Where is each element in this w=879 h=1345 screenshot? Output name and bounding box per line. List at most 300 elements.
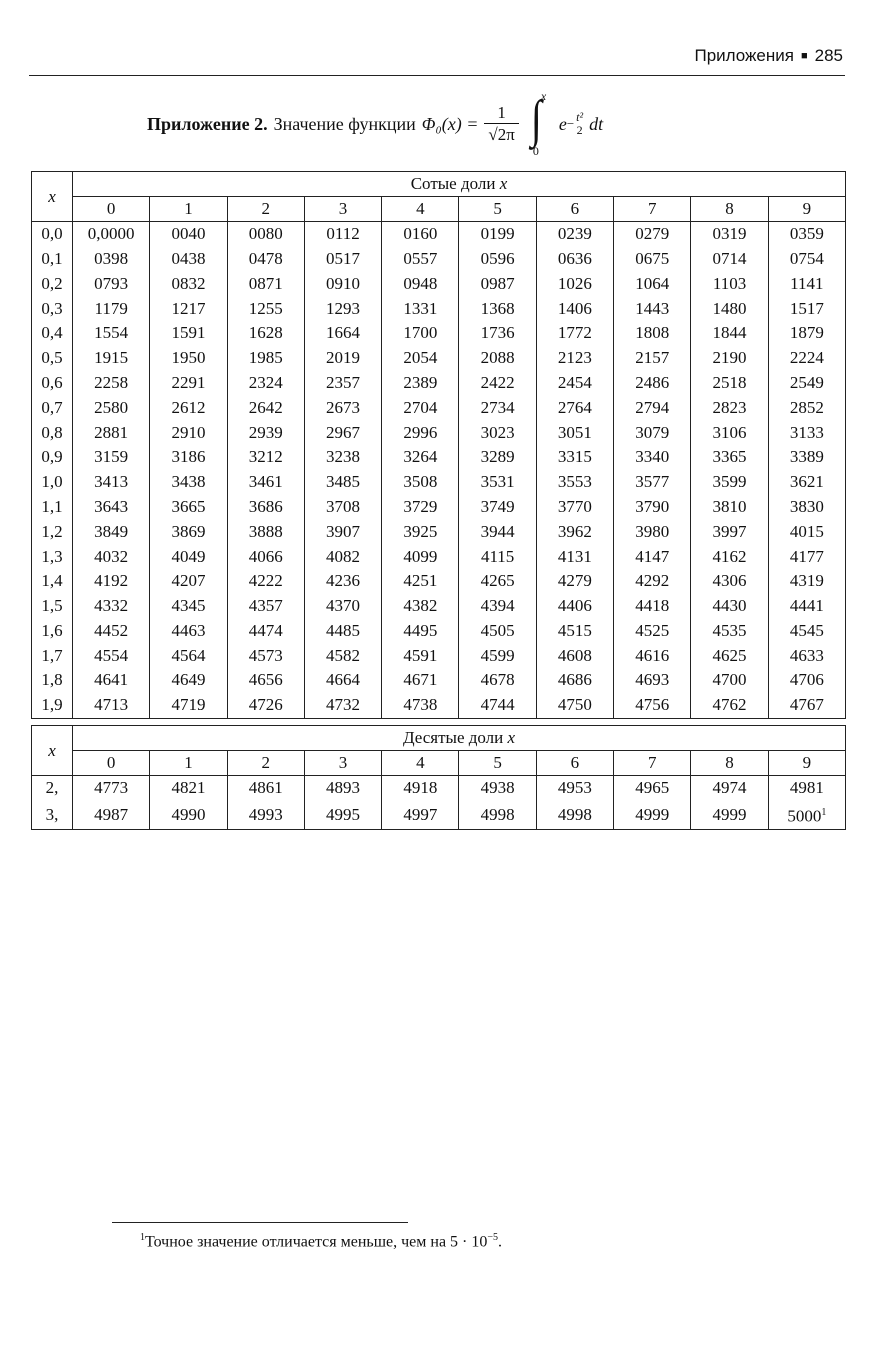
cell-value: 3729 xyxy=(403,496,438,516)
footnote-end: . xyxy=(498,1233,503,1251)
table-cell xyxy=(614,247,691,272)
cell-value: 1736 xyxy=(480,323,515,343)
cell-value: 4998 xyxy=(480,804,515,824)
cell-value: 4981 xyxy=(789,778,824,798)
table-cell xyxy=(73,776,150,801)
table-cell xyxy=(150,520,227,545)
table-row xyxy=(32,445,846,470)
table-cell xyxy=(459,247,536,272)
table-cell xyxy=(691,222,768,247)
cell-value: 4625 xyxy=(712,645,747,665)
table-cell xyxy=(691,776,768,801)
cell-value: 0987 xyxy=(480,273,515,293)
cell-value: 4147 xyxy=(635,546,670,566)
table-cell xyxy=(459,801,536,830)
cell-value: 3944 xyxy=(480,521,515,541)
cell-value: 4554 xyxy=(94,645,129,665)
table-cell xyxy=(691,668,768,693)
table-cell xyxy=(304,776,381,801)
row-x-value: 0,9 xyxy=(32,445,73,470)
table-row xyxy=(32,776,846,801)
cell-value: 1179 xyxy=(94,298,128,318)
cell-value: 4993 xyxy=(248,804,283,824)
cell-value: 4998 xyxy=(557,804,592,824)
table-cell xyxy=(459,495,536,520)
cell-value: 3577 xyxy=(635,472,670,492)
column-header-row xyxy=(32,751,846,776)
cell-value: 3413 xyxy=(94,472,129,492)
cell-value: 1368 xyxy=(480,298,515,318)
table-cell xyxy=(73,619,150,644)
column-header: 8 xyxy=(691,751,768,776)
table-cell xyxy=(768,396,845,421)
column-header: 1 xyxy=(150,751,227,776)
cell-value: 2123 xyxy=(557,348,592,368)
cell-value: 3962 xyxy=(557,521,592,541)
cell-value: 3438 xyxy=(171,472,206,492)
table-cell xyxy=(304,693,381,718)
table-cell xyxy=(150,668,227,693)
table-cell xyxy=(768,371,845,396)
cell-value: 2580 xyxy=(94,397,129,417)
cell-value: 2054 xyxy=(403,348,438,368)
cell-value: 3770 xyxy=(557,496,592,516)
table-cell xyxy=(459,594,536,619)
table-cell xyxy=(227,272,304,297)
table-cell xyxy=(459,619,536,644)
exponent xyxy=(567,111,583,137)
separator-square-icon: ■ xyxy=(800,50,808,62)
row-x-value: 3, xyxy=(32,801,73,830)
table-cell xyxy=(227,296,304,321)
table-cell xyxy=(691,371,768,396)
table-cell xyxy=(382,396,459,421)
cell-value: 0112 xyxy=(326,224,360,244)
table-cell xyxy=(73,801,150,830)
table-cell xyxy=(459,470,536,495)
column-header: 3 xyxy=(304,197,381,222)
cell-value: 0239 xyxy=(557,224,592,244)
cell-value: 2823 xyxy=(712,397,747,417)
row-x-value: 1,2 xyxy=(32,520,73,545)
cell-value: 4430 xyxy=(712,596,747,616)
cell-value: 0596 xyxy=(480,248,515,268)
cell-value: 0714 xyxy=(712,248,747,268)
cell-value: 4265 xyxy=(480,571,515,591)
table-cell xyxy=(459,776,536,801)
table-row xyxy=(32,495,846,520)
cell-value: 0832 xyxy=(171,273,206,293)
cell-value: 3749 xyxy=(480,496,515,516)
cell-value: 3133 xyxy=(789,422,824,442)
table-cell xyxy=(768,420,845,445)
cell-value: 3810 xyxy=(712,496,747,516)
cell-value: 4700 xyxy=(712,670,747,690)
table-cell xyxy=(768,470,845,495)
table-cell xyxy=(304,445,381,470)
table-cell xyxy=(536,801,613,830)
table-row xyxy=(32,296,846,321)
table-cell xyxy=(536,520,613,545)
table-cell xyxy=(691,247,768,272)
table-cell xyxy=(536,776,613,801)
row-x-value: 1,4 xyxy=(32,569,73,594)
row-x-value: 0,4 xyxy=(32,321,73,346)
table-cell xyxy=(536,222,613,247)
table-cell xyxy=(227,247,304,272)
table-row xyxy=(32,247,846,272)
cell-value: 1517 xyxy=(789,298,824,318)
table-row xyxy=(32,321,846,346)
group-header-variable: x xyxy=(499,174,508,193)
cell-value: 4738 xyxy=(403,695,438,715)
cell-value: 4608 xyxy=(557,645,592,665)
table-cell xyxy=(227,520,304,545)
table-cell xyxy=(73,470,150,495)
cell-value: 3708 xyxy=(326,496,361,516)
cell-value: 4999 xyxy=(635,804,670,824)
table-cell xyxy=(227,668,304,693)
table-cell xyxy=(150,644,227,669)
cell-value: 3289 xyxy=(480,447,515,467)
table-cell xyxy=(73,520,150,545)
table-cell xyxy=(459,346,536,371)
cell-value: 2518 xyxy=(712,372,747,392)
cell-value: 0557 xyxy=(403,248,438,268)
table-cell xyxy=(73,569,150,594)
table-cell xyxy=(382,420,459,445)
table-cell xyxy=(304,619,381,644)
column-header: 3 xyxy=(304,751,381,776)
cell-value: 1255 xyxy=(248,298,283,318)
table-row xyxy=(32,544,846,569)
table-cell xyxy=(227,420,304,445)
cell-value: 0438 xyxy=(171,248,206,268)
cell-value: 4671 xyxy=(403,670,438,690)
cell-value: 3485 xyxy=(326,472,361,492)
cell-value: 4131 xyxy=(557,546,592,566)
cell-value: 4463 xyxy=(171,620,206,640)
table-cell xyxy=(150,346,227,371)
cell-value: 4441 xyxy=(789,596,824,616)
table-cell xyxy=(768,619,845,644)
table-cell xyxy=(73,495,150,520)
cell-value: 4726 xyxy=(248,695,283,715)
cell-value: 4744 xyxy=(480,695,515,715)
cell-value: 4525 xyxy=(635,620,670,640)
cell-value: 3531 xyxy=(480,472,515,492)
table-cell xyxy=(691,520,768,545)
exp-base: e xyxy=(558,113,567,134)
cell-value: 1628 xyxy=(248,323,283,343)
header-rule xyxy=(29,75,845,76)
column-header: 4 xyxy=(382,197,459,222)
table-cell xyxy=(459,644,536,669)
table-cell xyxy=(73,346,150,371)
cell-value: 4706 xyxy=(789,670,824,690)
cell-value: 4406 xyxy=(557,596,592,616)
cell-value: 3907 xyxy=(326,521,361,541)
column-header: 1 xyxy=(150,197,227,222)
table-cell xyxy=(691,569,768,594)
cell-value: 4207 xyxy=(171,571,206,591)
table-cell xyxy=(768,801,845,830)
table-cell xyxy=(304,247,381,272)
cell-value: 5000 xyxy=(787,806,822,826)
table-cell xyxy=(768,346,845,371)
cell-value: 2224 xyxy=(789,348,824,368)
table-cell xyxy=(536,247,613,272)
table-row xyxy=(32,396,846,421)
row-x-value: 0,2 xyxy=(32,272,73,297)
caption-label: Приложение 2. xyxy=(147,113,268,134)
cell-value: 4279 xyxy=(557,571,592,591)
cell-value: 0,0000 xyxy=(87,224,135,244)
table-cell xyxy=(691,801,768,830)
cell-value: 0636 xyxy=(557,248,592,268)
cell-value: 4633 xyxy=(789,645,824,665)
table-cell xyxy=(768,569,845,594)
table-cell xyxy=(304,346,381,371)
table-cell xyxy=(768,668,845,693)
cell-value: 4861 xyxy=(248,778,283,798)
table-cell xyxy=(768,594,845,619)
table-cell xyxy=(459,445,536,470)
table-cell xyxy=(614,396,691,421)
table-cell xyxy=(382,445,459,470)
table-cell xyxy=(227,619,304,644)
table-cell xyxy=(227,776,304,801)
table-cell xyxy=(150,594,227,619)
cell-value: 4641 xyxy=(94,670,129,690)
cell-value: 4251 xyxy=(403,571,438,591)
table-cell xyxy=(614,321,691,346)
cell-value: 1844 xyxy=(712,323,747,343)
cell-value: 0517 xyxy=(326,248,361,268)
cell-value: 4582 xyxy=(326,645,361,665)
table-cell xyxy=(691,296,768,321)
cell-value: 4535 xyxy=(712,620,747,640)
cell-value: 3508 xyxy=(403,472,438,492)
integral-symbol: ∫ xyxy=(530,89,542,148)
group-header-variable: x xyxy=(507,728,516,747)
cell-value: 2764 xyxy=(557,397,592,417)
row-x-value: 1,3 xyxy=(32,544,73,569)
cell-value: 3023 xyxy=(480,422,515,442)
cell-value: 2910 xyxy=(171,422,206,442)
table-cell xyxy=(150,544,227,569)
row-x-value: 1,8 xyxy=(32,668,73,693)
integral-lower-limit: 0 xyxy=(532,144,539,158)
table-cell xyxy=(691,346,768,371)
cell-value: 3461 xyxy=(248,472,283,492)
cell-value: 4345 xyxy=(171,596,206,616)
cell-value: 4750 xyxy=(557,695,592,715)
table-cell xyxy=(382,619,459,644)
cell-value: 3238 xyxy=(326,447,361,467)
table-cell xyxy=(382,495,459,520)
row-x-value: 0,3 xyxy=(32,296,73,321)
column-header: 0 xyxy=(73,751,150,776)
cell-value: 2157 xyxy=(635,348,670,368)
cell-value: 4115 xyxy=(480,546,515,566)
row-x-value: 0,1 xyxy=(32,247,73,272)
cell-value: 4357 xyxy=(248,596,283,616)
row-x-value: 1,5 xyxy=(32,594,73,619)
table-cell xyxy=(382,594,459,619)
column-header: 0 xyxy=(73,197,150,222)
column-header: 5 xyxy=(459,197,536,222)
table-cell xyxy=(536,569,613,594)
cell-value: 4686 xyxy=(557,670,592,690)
row-x-value: 1,6 xyxy=(32,619,73,644)
column-header: 7 xyxy=(614,751,691,776)
cell-value: 4773 xyxy=(94,778,129,798)
row-x-value: 2, xyxy=(32,776,73,801)
column-header: 9 xyxy=(768,751,845,776)
table-cell xyxy=(382,520,459,545)
table-cell xyxy=(382,321,459,346)
table-cell xyxy=(459,296,536,321)
cell-value: 3315 xyxy=(557,447,592,467)
cell-value: 4573 xyxy=(248,645,283,665)
footnote xyxy=(140,1232,502,1251)
caption-text: Значение функции xyxy=(273,113,416,134)
table-cell xyxy=(73,445,150,470)
cell-value: 2422 xyxy=(480,372,515,392)
table-cell xyxy=(614,222,691,247)
exponent-denominator: 2 xyxy=(576,123,583,137)
cell-value: 1293 xyxy=(326,298,361,318)
table-cell xyxy=(304,569,381,594)
table-cell xyxy=(536,693,613,718)
cell-value: 1985 xyxy=(248,348,283,368)
cell-value: 1879 xyxy=(789,323,824,343)
table-cell xyxy=(382,272,459,297)
table-cell xyxy=(768,247,845,272)
table-cell xyxy=(614,594,691,619)
cell-value: 3264 xyxy=(403,447,438,467)
cell-value: 4918 xyxy=(403,778,438,798)
table-row xyxy=(32,272,846,297)
table-cell xyxy=(691,693,768,718)
table-cell xyxy=(691,495,768,520)
table-cell xyxy=(150,569,227,594)
cell-value: 0871 xyxy=(248,273,283,293)
column-header: 5 xyxy=(459,751,536,776)
column-header: 2 xyxy=(227,197,304,222)
table-cell xyxy=(536,396,613,421)
table-cell xyxy=(73,321,150,346)
table-cell xyxy=(304,296,381,321)
table-cell xyxy=(304,222,381,247)
table-cell xyxy=(614,776,691,801)
table-cell xyxy=(768,321,845,346)
table-cell xyxy=(73,371,150,396)
cell-value: 2734 xyxy=(480,397,515,417)
cell-value: 3980 xyxy=(635,521,670,541)
table-cell xyxy=(227,346,304,371)
footnote-text: Точное значение отличается меньше, чем на 5 · 10 xyxy=(145,1233,488,1251)
cell-value: 2704 xyxy=(403,397,438,417)
table-cell xyxy=(459,520,536,545)
table-cell xyxy=(227,321,304,346)
table-cell xyxy=(150,296,227,321)
cell-value: 4082 xyxy=(326,546,361,566)
table-cell xyxy=(691,470,768,495)
column-header: 4 xyxy=(382,751,459,776)
table-cell xyxy=(382,296,459,321)
table-cell xyxy=(691,396,768,421)
table-row xyxy=(32,420,846,445)
row-x-value: 0,8 xyxy=(32,420,73,445)
table-cell xyxy=(536,495,613,520)
group-header xyxy=(73,172,846,197)
cell-value: 3869 xyxy=(171,521,206,541)
column-header-row xyxy=(32,197,846,222)
cell-value: 4032 xyxy=(94,546,129,566)
integral-upper-limit: x xyxy=(540,89,547,103)
cell-value: 4974 xyxy=(712,778,747,798)
table-cell xyxy=(150,247,227,272)
cell-value: 2881 xyxy=(94,422,129,442)
cell-value: 4999 xyxy=(712,804,747,824)
cell-value: 4505 xyxy=(480,620,515,640)
table-cell xyxy=(227,569,304,594)
cell-value: 4162 xyxy=(712,546,747,566)
table-row xyxy=(32,693,846,718)
table-cell xyxy=(768,544,845,569)
cell-value: 2967 xyxy=(326,422,361,442)
cell-value: 4938 xyxy=(480,778,515,798)
cell-value: 4015 xyxy=(789,521,824,541)
table-cell xyxy=(691,544,768,569)
table-cell xyxy=(768,644,845,669)
table-cell xyxy=(691,644,768,669)
table-cell xyxy=(382,470,459,495)
table-cell xyxy=(150,396,227,421)
cell-value: 0754 xyxy=(789,248,824,268)
table-cell xyxy=(304,272,381,297)
cell-value: 4591 xyxy=(403,645,438,665)
table-cell xyxy=(459,693,536,718)
exponent-sign: − xyxy=(566,116,575,131)
row-x-value: 1,1 xyxy=(32,495,73,520)
cell-value: 4664 xyxy=(326,670,361,690)
cell-value: 4719 xyxy=(171,695,206,715)
table-cell xyxy=(614,668,691,693)
table-cell xyxy=(768,520,845,545)
table-cell xyxy=(150,371,227,396)
cell-value: 3599 xyxy=(712,472,747,492)
table-cell xyxy=(691,321,768,346)
cell-value: 2996 xyxy=(403,422,438,442)
table-cell xyxy=(536,619,613,644)
cell-value: 0948 xyxy=(403,273,438,293)
row-x-value: 1,0 xyxy=(32,470,73,495)
formula-fraction xyxy=(484,103,518,145)
cell-value: 1950 xyxy=(171,348,206,368)
cell-value: 3079 xyxy=(635,422,670,442)
table-cell xyxy=(614,470,691,495)
cell-value: 2486 xyxy=(635,372,670,392)
table-cell xyxy=(150,495,227,520)
running-head-title: Приложения xyxy=(694,46,794,65)
table-cell xyxy=(536,668,613,693)
x-column-header: x xyxy=(32,726,73,776)
table-cell xyxy=(73,420,150,445)
cell-value: 2019 xyxy=(326,348,361,368)
